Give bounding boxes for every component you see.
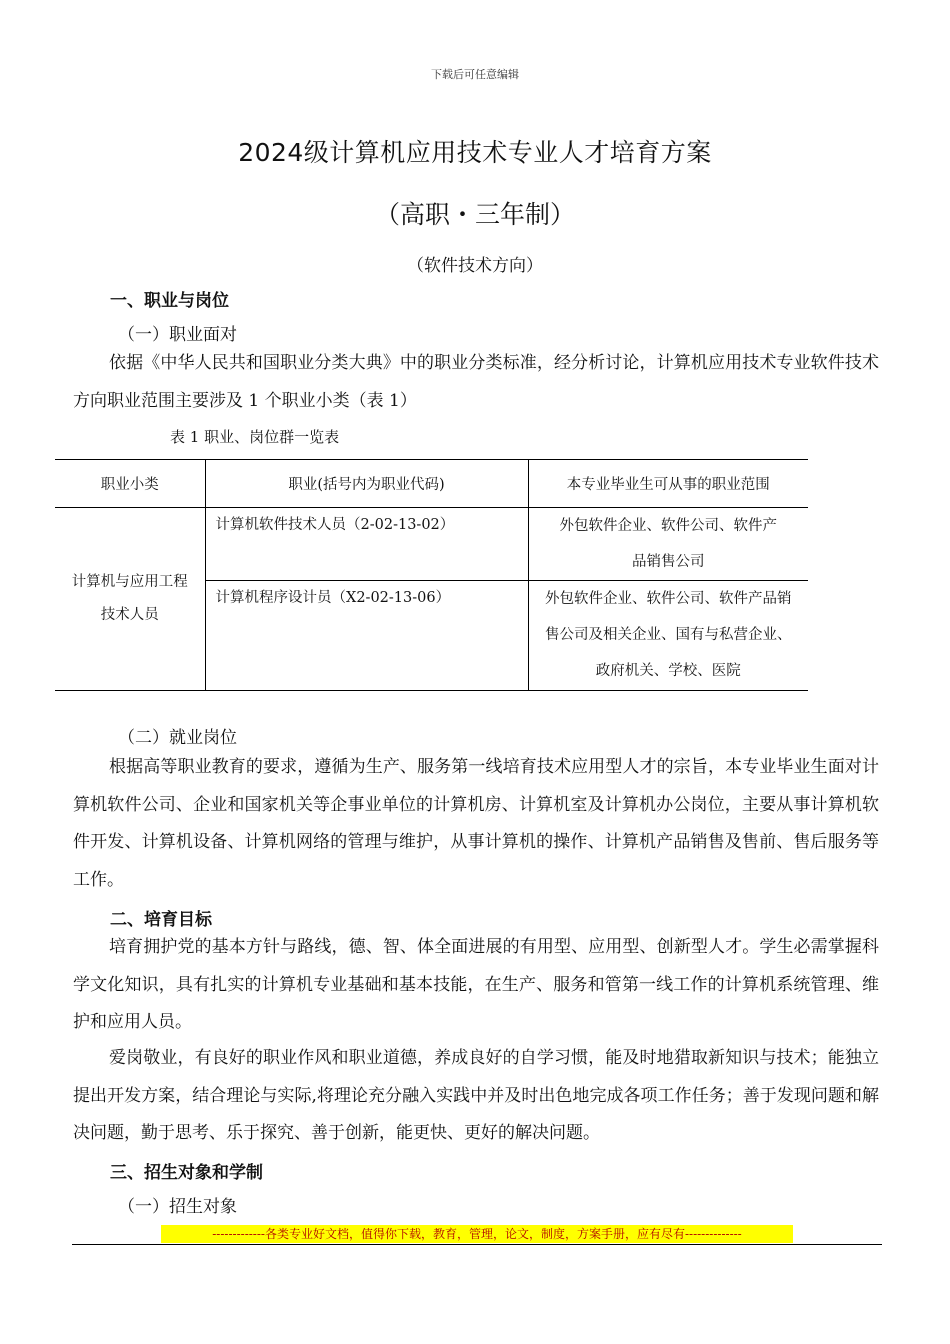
section-2-heading: 二、培育目标 bbox=[110, 910, 212, 930]
footer-divider bbox=[72, 1244, 882, 1245]
job-cell: 计算机软件技术人员（2-02-13-02） bbox=[205, 508, 528, 581]
document-direction: （软件技术方向） bbox=[407, 256, 543, 276]
category-cell bbox=[55, 508, 205, 691]
section-1-1-paragraph: 依据《中华人民共和国职业分类大典》中的职业分类标准，经分析讨论，计算机应用技术专业软件技术方向职业范围主要涉及 1 个职业小类（表 1） bbox=[73, 353, 879, 411]
jobs-table bbox=[55, 459, 808, 691]
table-row bbox=[55, 508, 808, 581]
header-scope: 本专业毕业生可从事的职业范围 bbox=[528, 460, 808, 508]
scope-text: 外包软件企业、软件公司、软件产品销售公司 bbox=[559, 518, 777, 570]
header-note: 下载后可任意编辑 bbox=[431, 68, 519, 81]
section-2-paragraph-1: 培育拥护党的基本方针与路线，德、智、体全面进展的有用型、应用型、创新型人才。学生必需掌握科学文化知识，具有扎实的计算机专业基础和基本技能，在生产、服务和管第一线工作的计算机系统管理、维护和应用人员。 bbox=[73, 937, 879, 1032]
section-2-paragraph-2: 爱岗敬业，有良好的职业作风和职业道德，养成良好的自学习惯，能及时地猎取新知识与技术；能独立提出开发方案，结合理论与实际,将理论充分融入实践中并及时出色地完成各项工作任务；善于发现问题和解决问题，勤于思考、乐于探究、善于创新，能更快、更好的解决问题。 bbox=[73, 1048, 879, 1143]
section-1-heading: 一、职业与岗位 bbox=[110, 291, 229, 311]
scope-cell bbox=[528, 508, 808, 581]
scope-cell bbox=[528, 581, 808, 691]
section-3-1-heading: （一）招生对象 bbox=[118, 1197, 237, 1217]
footer-banner: -------------各类专业好文档，值得你下载，教育，管理，论文，制度，方案手册，应有尽有-------------- bbox=[161, 1225, 793, 1243]
document-subtitle: （高职・三年制） bbox=[374, 200, 575, 229]
section-3-heading: 三、招生对象和学制 bbox=[110, 1163, 263, 1183]
scope-text: 外包软件企业、软件公司、软件产品销售公司及相关企业、国有与私营企业、政府机关、学校、医院 bbox=[545, 591, 792, 679]
job-cell: 计算机程序设计员（X2-02-13-06） bbox=[205, 581, 528, 691]
section-1-2-heading: （二）就业岗位 bbox=[118, 728, 237, 748]
header-category: 职业小类 bbox=[55, 460, 205, 508]
section-1-2-paragraph: 根据高等职业教育的要求，遵循为生产、服务第一线培育技术应用型人才的宗旨，本专业毕业生面对计算机软件公司、企业和国家机关等企事业单位的计算机房、计算机室及计算机办公岗位，主要从事计算机软件开发、计算机设备、计算机网络的管理与维护，从事计算机的操作、计算机产品销售及售前、售后服务等工作。 bbox=[73, 757, 879, 890]
header-job: 职业(括号内为职业代码) bbox=[205, 460, 528, 508]
table-caption: 表 1 职业、岗位群一览表 bbox=[170, 428, 340, 446]
document-title: 2024级计算机应用技术专业人才培育方案 bbox=[238, 138, 712, 167]
category-text: 计算机与应用工程技术人员 bbox=[71, 574, 188, 623]
section-1-1-heading: （一）职业面对 bbox=[118, 325, 237, 345]
table-header-row bbox=[55, 460, 808, 508]
